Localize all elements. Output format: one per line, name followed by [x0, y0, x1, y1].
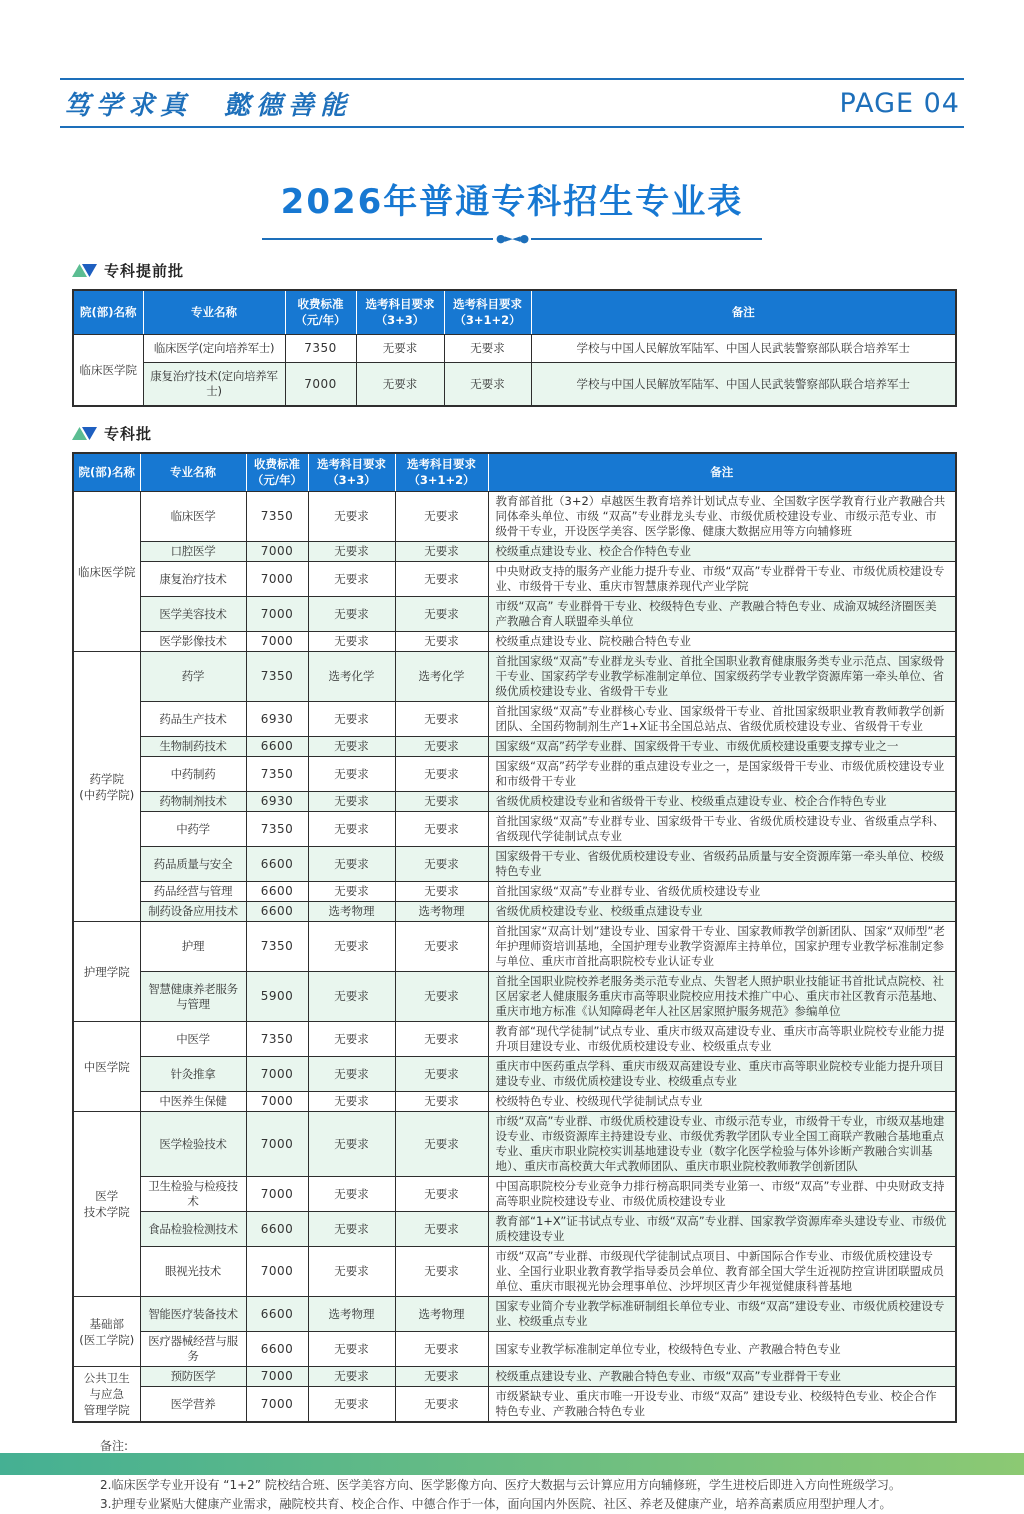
college-name: 医学 技术学院 — [73, 1112, 140, 1297]
fee-per-year: 7000 — [246, 1092, 308, 1112]
remark: 首批国家级“双高”专业群核心专业、国家级骨干专业、首批国家级职业教育教师教学创新团队、全国药物制剂生产1+X证书全国总站点、省级优质校建设专业、省级骨干专业 — [488, 702, 956, 737]
table-row — [73, 335, 956, 363]
subject-req-3plus1plus2: 无要求 — [395, 1367, 488, 1387]
fee-per-year: 7350 — [246, 812, 308, 847]
table-row — [73, 792, 956, 812]
remark: 校级重点建设专业、校企合作特色专业 — [488, 542, 956, 562]
remark: 首批国家级“双高”专业群龙头专业、首批全国职业教育健康服务类专业示范点、国家级骨干专业、国家药学专业教学标准制定单位、国家级药学专业教学资源库第一牵头单位、省级优质校建设专业、省级骨干专业 — [488, 652, 956, 702]
subject-req-3plus1plus2: 无要求 — [395, 1387, 488, 1423]
major-name: 康复治疗技术(定向培养军士) — [143, 363, 285, 407]
major-name: 护理 — [140, 922, 246, 972]
subject-req-3plus3: 选考物理 — [308, 1297, 395, 1332]
section-label-regular-batch — [72, 423, 964, 444]
fee-per-year: 6600 — [246, 882, 308, 902]
fee-per-year: 7350 — [246, 492, 308, 542]
note-item: 2.临床医学专业开设有 “1+2” 院校结合班、医学美容方向、医学影像方向、医疗大数据与云计算应用方向辅修班，学生进校后即进入方向性班级学习。 — [100, 1478, 901, 1493]
column-header: 收费标准 （元/年） — [285, 290, 356, 335]
subject-req-3plus3: 无要求 — [308, 1112, 395, 1177]
page-title: 2026年普通专科招生专业表 — [280, 182, 744, 222]
remark: 国家专业简介专业教学标准研制组长单位专业、市级“双高”建设专业、市级优质校建设专业、校级重点专业 — [488, 1297, 956, 1332]
subject-req-3plus1plus2: 无要求 — [395, 1177, 488, 1212]
remark: 首批国家级“双高”专业群专业、国家级骨干专业、省级优质校建设专业、省级重点学科、省级现代学徒制试点专业 — [488, 812, 956, 847]
table-row — [73, 1022, 956, 1057]
major-name: 药品质量与安全 — [140, 847, 246, 882]
remark: 市级“双高” 专业群骨干专业、校级特色专业、产教融合特色专业、成渝双城经济圈医美产教融合育人联盟牵头单位 — [488, 597, 956, 632]
college-name: 中医学院 — [73, 1022, 140, 1112]
table-row — [73, 1367, 956, 1387]
subject-req-3plus3: 无要求 — [308, 1022, 395, 1057]
remark: 首批全国职业院校养老服务类示范专业点、失智老人照护职业技能证书首批试点院校、社区居家老人健康服务重庆市高等职业院校应用技术推广中心、重庆市社区教育示范基地、重庆市地方标准《认知障碍老年人社区居家照护服务规范》参编单位 — [488, 972, 956, 1022]
remark: 学校与中国人民解放军陆军、中国人民武装警察部队联合培养军士 — [531, 363, 956, 407]
notes-block — [100, 1437, 964, 1514]
fee-per-year: 6930 — [246, 792, 308, 812]
subject-req-3plus1plus2: 无要求 — [395, 972, 488, 1022]
column-header: 备注 — [488, 453, 956, 492]
college-name: 公共卫生 与应急 管理学院 — [73, 1367, 140, 1423]
subject-req-3plus1plus2: 无要求 — [395, 757, 488, 792]
table-row — [73, 1247, 956, 1297]
subject-req-3plus3: 无要求 — [308, 632, 395, 652]
major-name: 医学影像技术 — [140, 632, 246, 652]
major-name: 生物制药技术 — [140, 737, 246, 757]
table-row — [73, 632, 956, 652]
table-row — [73, 542, 956, 562]
column-header: 院(部)名称 — [73, 453, 140, 492]
fee-per-year: 7000 — [246, 1367, 308, 1387]
college-name: 护理学院 — [73, 922, 140, 1022]
fee-per-year: 7000 — [246, 1247, 308, 1297]
table-row — [73, 702, 956, 737]
subject-req-3plus3: 无要求 — [308, 1212, 395, 1247]
college-name: 临床医学院 — [73, 492, 140, 652]
column-header: 选考科目要求 （3+3） — [308, 453, 395, 492]
fee-per-year: 7350 — [285, 335, 356, 363]
subject-req-3plus1plus2: 无要求 — [444, 335, 531, 363]
diamond-ornament-icon: ●►◄● — [495, 232, 529, 245]
column-header: 专业名称 — [143, 290, 285, 335]
column-header: 备注 — [531, 290, 956, 335]
fee-per-year: 7000 — [246, 1177, 308, 1212]
major-name: 临床医学(定向培养军士) — [143, 335, 285, 363]
column-header: 收费标准 （元/年） — [246, 453, 308, 492]
notes-title: 备注: — [100, 1439, 129, 1454]
subject-req-3plus3: 无要求 — [308, 1057, 395, 1092]
subject-req-3plus3: 无要求 — [308, 1247, 395, 1297]
subject-req-3plus1plus2: 无要求 — [395, 1057, 488, 1092]
remark: 省级优质校建设专业和省级骨干专业、校级重点建设专业、校企合作特色专业 — [488, 792, 956, 812]
fee-per-year: 7000 — [246, 1057, 308, 1092]
fee-per-year: 6600 — [246, 1297, 308, 1332]
major-name: 针灸推拿 — [140, 1057, 246, 1092]
subject-req-3plus3: 无要求 — [308, 737, 395, 757]
header-row — [73, 453, 956, 492]
remark: 国家级“双高”药学专业群、国家级骨干专业、市级优质校建设重要支撑专业之一 — [488, 737, 956, 757]
subject-req-3plus3: 无要求 — [308, 847, 395, 882]
subject-req-3plus3: 无要求 — [308, 1367, 395, 1387]
column-header: 专业名称 — [140, 453, 246, 492]
school-motto: 笃学求真 懿德善能 — [64, 90, 353, 121]
college-name: 基础部 (医工学院) — [73, 1297, 140, 1367]
table-row — [73, 737, 956, 757]
subject-req-3plus3: 无要求 — [356, 335, 444, 363]
divider-line-right — [531, 238, 762, 240]
fee-per-year: 7350 — [246, 922, 308, 972]
subject-req-3plus3: 无要求 — [308, 1332, 395, 1367]
major-name: 药品生产技术 — [140, 702, 246, 737]
table-row — [73, 1092, 956, 1112]
table-row — [73, 363, 956, 407]
admission-table-regular-batch — [72, 452, 957, 1423]
table-row — [73, 1057, 956, 1092]
subject-req-3plus3: 无要求 — [308, 702, 395, 737]
subject-req-3plus1plus2: 选考化学 — [395, 652, 488, 702]
header-row — [60, 80, 964, 126]
remark: 重庆市中医药重点学科、重庆市级双高建设专业、重庆市高等职业院校专业能力提升项目建设专业、市级优质校建设专业、校级重点专业 — [488, 1057, 956, 1092]
subject-req-3plus1plus2: 无要求 — [395, 922, 488, 972]
column-header: 选考科目要求 （3+3） — [356, 290, 444, 335]
remark: 国家级骨干专业、省级优质校建设专业、省级药品质量与安全资源库第一牵头单位、校级特色专业 — [488, 847, 956, 882]
subject-req-3plus1plus2: 无要求 — [395, 847, 488, 882]
remark: 首批国家级“双高”专业群专业、省级优质校建设专业 — [488, 882, 956, 902]
major-name: 中药学 — [140, 812, 246, 847]
subject-req-3plus1plus2: 无要求 — [395, 1022, 488, 1057]
page — [0, 78, 1024, 1512]
major-name: 智慧健康养老服务与管理 — [140, 972, 246, 1022]
major-name: 医学检验技术 — [140, 1112, 246, 1177]
table-row — [73, 597, 956, 632]
section-label-text: 专科批 — [104, 425, 153, 444]
header-row — [73, 290, 956, 335]
subject-req-3plus3: 无要求 — [308, 1092, 395, 1112]
subject-req-3plus3: 无要求 — [308, 972, 395, 1022]
remark: 市级“双高”专业群、市级现代学徒制试点项目、中新国际合作专业、市级优质校建设专业、全国行业职业教育教学指导委员会单位、教育部全国大学生近视防控宣讲团联盟成员单位、重庆市眼视光协会理事单位、沙坪坝区青少年视觉健康科普基地 — [488, 1247, 956, 1297]
column-header: 选考科目要求 （3+1+2） — [395, 453, 488, 492]
subject-req-3plus1plus2: 无要求 — [395, 542, 488, 562]
page-header — [60, 78, 964, 128]
note-item: 3.护理专业紧贴大健康产业需求，融院校共育、校企合作、中德合作于一体，面向国内外医院、社区、养老及健康产业，培养高素质应用型护理人才。 — [100, 1497, 892, 1512]
subject-req-3plus3: 无要求 — [308, 492, 395, 542]
major-name: 康复治疗技术 — [140, 562, 246, 597]
table-row — [73, 882, 956, 902]
major-name: 中医养生保健 — [140, 1092, 246, 1112]
table-row — [73, 1332, 956, 1367]
subject-req-3plus1plus2: 无要求 — [444, 363, 531, 407]
major-name: 临床医学 — [140, 492, 246, 542]
subject-req-3plus1plus2: 无要求 — [395, 597, 488, 632]
subject-req-3plus1plus2: 无要求 — [395, 1332, 488, 1367]
footer-gradient-bar — [0, 1453, 1024, 1475]
subject-req-3plus3: 无要求 — [356, 363, 444, 407]
subject-req-3plus3: 无要求 — [308, 812, 395, 847]
fee-per-year: 7000 — [246, 632, 308, 652]
major-name: 卫生检验与检疫技术 — [140, 1177, 246, 1212]
remark: 国家级“双高”药学专业群的重点建设专业之一，是国家级骨干专业、市级优质校建设专业和市级骨干专业 — [488, 757, 956, 792]
remark: 教育部“1+X”证书试点专业、市级“双高”专业群、国家教学资源库牵头建设专业、市级优质校建设专业 — [488, 1212, 956, 1247]
fee-per-year: 7000 — [246, 1112, 308, 1177]
fee-per-year: 6600 — [246, 902, 308, 922]
table-row — [73, 1212, 956, 1247]
table-row — [73, 492, 956, 542]
major-name: 中医学 — [140, 1022, 246, 1057]
fee-per-year: 7000 — [246, 562, 308, 597]
fee-per-year: 6600 — [246, 737, 308, 757]
subject-req-3plus1plus2: 无要求 — [395, 1092, 488, 1112]
major-name: 药学 — [140, 652, 246, 702]
table-row — [73, 1177, 956, 1212]
fee-per-year: 6600 — [246, 1332, 308, 1367]
subject-req-3plus1plus2: 无要求 — [395, 562, 488, 597]
table-row — [73, 652, 956, 702]
subject-req-3plus1plus2: 无要求 — [395, 1212, 488, 1247]
subject-req-3plus1plus2: 无要求 — [395, 1112, 488, 1177]
college-name: 药学院 (中药学院) — [73, 652, 140, 922]
fee-per-year: 7350 — [246, 652, 308, 702]
major-name: 医学营养 — [140, 1387, 246, 1423]
subject-req-3plus1plus2: 选考物理 — [395, 902, 488, 922]
section-label-text: 专科提前批 — [104, 262, 185, 280]
subject-req-3plus1plus2: 无要求 — [395, 737, 488, 757]
subject-req-3plus1plus2: 无要求 — [395, 882, 488, 902]
fee-per-year: 7000 — [246, 542, 308, 562]
subject-req-3plus3: 无要求 — [308, 562, 395, 597]
subject-req-3plus1plus2: 无要求 — [395, 702, 488, 737]
column-header: 选考科目要求 （3+1+2） — [444, 290, 531, 335]
subject-req-3plus3: 无要求 — [308, 1387, 395, 1423]
table-row — [73, 1387, 956, 1423]
subject-req-3plus3: 选考化学 — [308, 652, 395, 702]
remark: 市级“双高”专业群、市级优质校建设专业、市级示范专业，市级骨干专业，市级双基地建设专业、市级资源库主持建设专业、市级优秀教学团队专业全国工商联产教融合基地重点专业、重庆市职业院校实训基地建设专业（数字化医学检验与体外诊断产教融合实训基地）、重庆市高校黄大年式教师团队、重庆市职业院校教师教学创新团队 — [488, 1112, 956, 1177]
table-row — [73, 1112, 956, 1177]
table-row — [73, 922, 956, 972]
major-name: 医学美容技术 — [140, 597, 246, 632]
table-row — [73, 972, 956, 1022]
divider-line-left — [262, 238, 493, 240]
major-name: 眼视光技术 — [140, 1247, 246, 1297]
subject-req-3plus1plus2: 无要求 — [395, 1247, 488, 1297]
fee-per-year: 7350 — [246, 757, 308, 792]
subject-req-3plus3: 无要求 — [308, 542, 395, 562]
subject-req-3plus1plus2: 无要求 — [395, 632, 488, 652]
major-name: 药物制剂技术 — [140, 792, 246, 812]
subject-req-3plus3: 无要求 — [308, 1177, 395, 1212]
remark: 教育部“现代学徒制”试点专业、重庆市级双高建设专业、重庆市高等职业院校专业能力提升项目建设专业、市级优质校建设专业、校级重点专业 — [488, 1022, 956, 1057]
table-row — [73, 562, 956, 597]
remark: 校级特色专业、校级现代学徒制试点专业 — [488, 1092, 956, 1112]
major-name: 中药制药 — [140, 757, 246, 792]
college-name: 临床医学院 — [73, 335, 143, 407]
fee-per-year: 6600 — [246, 1212, 308, 1247]
subject-req-3plus3: 无要求 — [308, 882, 395, 902]
major-name: 口腔医学 — [140, 542, 246, 562]
subject-req-3plus3: 选考物理 — [308, 902, 395, 922]
fee-per-year: 7350 — [246, 1022, 308, 1057]
subject-req-3plus3: 无要求 — [308, 922, 395, 972]
title-divider — [262, 233, 762, 244]
subject-req-3plus1plus2: 无要求 — [395, 812, 488, 847]
subject-req-3plus1plus2: 无要求 — [395, 792, 488, 812]
remark: 校级重点建设专业、产教融合特色专业、市级“双高”专业群骨干专业 — [488, 1367, 956, 1387]
table-row — [73, 812, 956, 847]
remark: 学校与中国人民解放军陆军、中国人民武装警察部队联合培养军士 — [531, 335, 956, 363]
major-name: 食品检验检测技术 — [140, 1212, 246, 1247]
major-name: 医疗器械经营与服务 — [140, 1332, 246, 1367]
subject-req-3plus1plus2: 无要求 — [395, 492, 488, 542]
remark: 中央财政支持的服务产业能力提升专业、市级“双高”专业群骨干专业、市级优质校建设专业、市级骨干专业、重庆市智慧康养现代产业学院 — [488, 562, 956, 597]
remark: 国家专业教学标准制定单位专业，校级特色专业、产教融合特色专业 — [488, 1332, 956, 1367]
fee-per-year: 7000 — [285, 363, 356, 407]
remark: 中国高职院校分专业竞争力排行榜高职同类专业第一、市级“双高”专业群、中央财政支持高等职业院校建设专业、市级优质校建设专业 — [488, 1177, 956, 1212]
section-label-early-batch — [72, 260, 964, 281]
table-row — [73, 902, 956, 922]
major-name: 预防医学 — [140, 1367, 246, 1387]
subject-req-3plus3: 无要求 — [308, 757, 395, 792]
column-header: 院(部)名称 — [73, 290, 143, 335]
page-content — [0, 78, 1024, 1514]
major-name: 制药设备应用技术 — [140, 902, 246, 922]
subject-req-3plus3: 无要求 — [308, 792, 395, 812]
remark: 教育部首批（3+2）卓越医生教育培养计划试点专业、全国数字医学教育行业产教融合共同体牵头单位、市级 “双高”专业群龙头专业、市级优质校建设专业、市级示范专业、市级骨干专业，开设医学美容、医学影像、健康大数据应用等方向辅修班 — [488, 492, 956, 542]
remark: 省级优质校建设专业、校级重点建设专业 — [488, 902, 956, 922]
fee-per-year: 7000 — [246, 597, 308, 632]
table-row — [73, 757, 956, 792]
page-number: PAGE 04 — [839, 87, 960, 119]
fee-per-year: 6930 — [246, 702, 308, 737]
subject-req-3plus1plus2: 选考物理 — [395, 1297, 488, 1332]
fee-per-year: 7000 — [246, 1387, 308, 1423]
major-name: 智能医疗装备技术 — [140, 1297, 246, 1332]
fee-per-year: 5900 — [246, 972, 308, 1022]
table-row — [73, 847, 956, 882]
remark: 市级紧缺专业、重庆市唯一开设专业、市级“双高” 建设专业、校级特色专业、校企合作特色专业、产教融合特色专业 — [488, 1387, 956, 1423]
admission-table-early-batch — [72, 289, 957, 407]
fee-per-year: 6600 — [246, 847, 308, 882]
remark: 校级重点建设专业、院校融合特色专业 — [488, 632, 956, 652]
major-name: 药品经营与管理 — [140, 882, 246, 902]
remark: 首批国家“双高计划”建设专业、国家骨干专业、国家教师教学创新团队、国家“双师型”老年护理师资培训基地，全国护理专业教学资源库主持单位，国家护理专业教学标准制定参与单位、重庆市首批高职院校专业认证专业 — [488, 922, 956, 972]
table-row — [73, 1297, 956, 1332]
subject-req-3plus3: 无要求 — [308, 597, 395, 632]
header-bottom-rule — [60, 126, 964, 128]
